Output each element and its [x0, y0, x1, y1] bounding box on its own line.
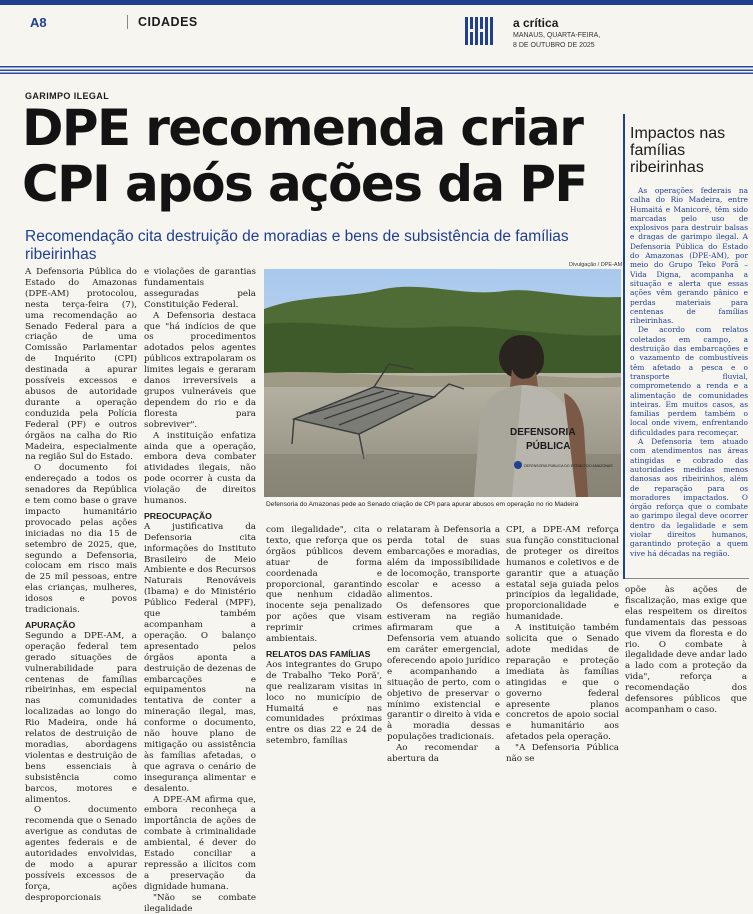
sidebar-body	[630, 186, 748, 558]
paragraph: e violações de garantias fundamentais asseguradas pela Constituição Federal.	[144, 267, 256, 310]
article-column-1	[25, 267, 137, 904]
paragraph: A justificativa da Defensoria cita informações do Instituto Brasileiro de Meio Ambiente e dos Recursos Naturais Renováveis (Ibama) e do Ministério Público Federal (MPF), que também acompanham a operação. O balanço apresentado pelos órgãos aponta a destruição de dezenas de embarcações e equipamentos na tentativa de conter a mineração ilegal, mas, conforme o documento, não houve plano de mitigação ou assistência às famílias afetadas, o que agrava o cenário de insegurança alimentar e desalento.	[144, 521, 256, 794]
paragraph: A instituição também solicita que o Senado adote medidas de reparação e proteção imediata às famílias atingidas e que o governo federal apresente planos concretos de apoio social e humanitário aos afetados pela operação.	[506, 623, 619, 743]
paragraph: Ao recomendar a abertura da	[387, 743, 500, 765]
vest-text-1: DEFENSORIA	[510, 427, 576, 438]
dateline-city-day: MANAUS, QUARTA-FEIRA,	[513, 32, 601, 39]
paragraph: O documento recomenda que o Senado averigue as condutas de agentes federais e de autoridades envolvidas, de modo a apurar possíveis excessos de força, ações desproporcionais	[25, 805, 137, 903]
vest-badge-icon	[514, 461, 522, 469]
dateline	[513, 31, 600, 51]
paragraph: Os defensores que estiveram na região afirmaram que a Defensoria vem atuando em caráter emergencial, oferecendo apoio jurídico e acompanhando a situação de perto, com o objetivo de preservar o mínimo existencial e garantir o direito à vida e à moradia dessas populações tradicionais.	[387, 601, 501, 743]
headline-line-2: CPI após ações da PF	[22, 155, 587, 213]
paragraph: com ilegalidade", cita o texto, que reforça que os órgãos públicos devem atuar de forma coordenada e proporcional, garantindo que nenhum cidadão inocente seja penalizado por ações que visam reprimir crimes ambientais.	[266, 525, 382, 645]
paragraph: A DPE-AM afirma que, embora reconheça a importância de ações de combate à criminalidade ambiental, é dever do Estado conciliar a repressão a ilícitos com a preservação da dignidade humana.	[144, 794, 256, 892]
paragraph: A instituição enfatiza ainda que a operação, embora deva combater atividades ilegais, não pode ocorrer à custa da violação de direitos humanos.	[144, 430, 256, 507]
article-column-3	[266, 525, 382, 747]
article-column-5	[506, 525, 619, 765]
paragraph: "Não se combate ilegalidade	[144, 892, 256, 914]
kicker: GARIMPO ILEGAL	[25, 91, 110, 101]
header-stripe	[0, 66, 753, 76]
paragraph: opõe às ações de fiscalização, mas exige que elas respeitem os direitos fundamentais das pessoas que vivem da floresta e do rio. O combate à ilegalidade deve andar lado a lado com a proteção da vida", reforça a recomendação dos defensores públicos que acompanham o caso.	[625, 585, 747, 715]
article-column-2	[144, 267, 256, 914]
paragraph: A Defensoria destaca que "há indícios de que os procedimentos adotados pelos agentes públicos extrapolaram os limites legais e geraram danos irreversíveis a grupos vulneráveis que dependem do rio e da floresta para sobreviver".	[144, 310, 256, 430]
paragraph: As operações federais na calha do Rio Madeira, entre Humaitá e Manicoré, têm sido marcadas pelo uso de explosivos para destruir balsas e dragas de garimpo ilegal. A Defensoria Pública do Estado do Amazonas (DPE-AM), por meio do Grupo Teko Porã – Vida Digna, acompanha a situação e alerta que essas ações vêm gerando pânico e perdas materiais para centenas de famílias ribeirinhas.	[630, 186, 748, 326]
section-subheading: APURAÇÃO	[25, 620, 76, 630]
paragraph: De acordo com relatos coletados em campo, a destruição das embarcações e o vazamento de combustíveis têm afetado a pesca e o transporte fluvial, comprometendo a renda e a alimentação de comunidades inteiras. Em muitos casos, as famílias perdem também o local onde vivem, enfrentando dificuldades para recomeçar.	[630, 325, 748, 437]
top-rule	[0, 0, 753, 5]
brand-name: a crítica	[513, 16, 559, 30]
section-subheading: PREOCUPAÇÃO	[144, 510, 212, 521]
newspaper-logo-icon	[465, 17, 493, 45]
paragraph: Segundo a DPE-AM, a operação federal tem gerado situações de vulnerabilidade para centenas de famílias ribeirinhas, em especial nas comunidades localizadas ao longo do Rio Madeira, onde há relatos de destruição de moradias, abordagens violentas e destruição de bens essenciais à subsistência como barcos, motores e alimentos.	[25, 630, 137, 805]
paragraph: A Defensoria tem atuado com atendimentos nas áreas atingidas e cobrado das autoridades medidas menos danosas aos ribeirinhos, além de reparação para os moradores impactados. O órgão reforça que o combate ao garimpo ilegal deve ocorrer dentro da legalidade e sem violar direitos humanos, garantindo proteção a quem vive há décadas na região.	[630, 437, 748, 558]
paragraph: "A Defensoria Pública não se	[506, 743, 619, 765]
paragraph: A Defensoria Pública do Estado do Amazonas (DPE-AM) protocolou, nesta terça-feira (7), uma recomendação ao Senado Federal para a criação de uma Comissão Parlamentar de Inquérito (CPI) destinada a apurar possíveis excessos e abusos de autoridade durante a operação conduzida pela Polícia Federal (PF) e outros órgãos na calha do Rio Madeira, especialmente na região Sul do Estado.	[25, 267, 137, 463]
section-subheading: RELATOS DAS FAMÍLIAS	[266, 648, 371, 659]
paragraph: Aos integrantes do Grupo de Trabalho 'Teko Porã', que realizaram visitas in loco no município de Humaitá e nas comunidades próximas entre os dias 22 e 24 de setembro, famílias	[266, 659, 382, 747]
headline	[22, 100, 622, 212]
page-section-code: A8	[30, 15, 47, 30]
headline-line-1: DPE recomenda criar	[22, 99, 583, 157]
subhead: Recomendação cita destruição de moradias e bens de subsistência de famílias ribeirinhas	[25, 228, 569, 263]
paragraph: CPI, a DPE-AM reforça sua função constitucional de proteger os direitos humanos e coletivos e de garantir que a atuação estatal seja guiada pelos princípios da legalidade, proporcionalidade e humanidade.	[506, 525, 619, 623]
section-name: CIDADES	[127, 15, 198, 29]
dateline-date: 8 DE OUTUBRO DE 2025	[513, 42, 595, 49]
vest-badge: DEFENSORIA PÚBLICA DO ESTADO DO AMAZONAS	[524, 464, 613, 468]
sidebar-rule	[623, 114, 625, 579]
article-column-4	[387, 525, 500, 765]
photo-caption: Defensoria do Amazonas pede ao Senado criação de CPI para apurar abusos em operação no rio Madeira	[266, 501, 579, 508]
sidebar-bottom-rule	[625, 578, 749, 579]
article-column-6	[625, 585, 747, 716]
river-photo-image	[264, 269, 621, 497]
article-photo	[264, 269, 621, 497]
paragraph: O documento foi endereçado a todos os senadores da República e tem como base o grave impacto humanitário provocado pelas ações iniciadas no dia 15 de setembro de 2025, que, segundo a Defensoria, colocam em risco mais de 25 mil pessoas, entre elas crianças, mulheres, idosos e povos tradicionais.	[25, 463, 137, 616]
vest-text-2: PÚBLICA	[526, 441, 571, 452]
photo-credit: Divulgação / DPE-AM	[569, 262, 623, 268]
paragraph: relataram à Defensoria a perda total de suas embarcações e moradias, além da impossibilidade de locomoção, transporte escolar e acesso a alimentos.	[387, 525, 500, 601]
sidebar-title: Impactos nas famílias ribeirinhas	[630, 125, 726, 176]
